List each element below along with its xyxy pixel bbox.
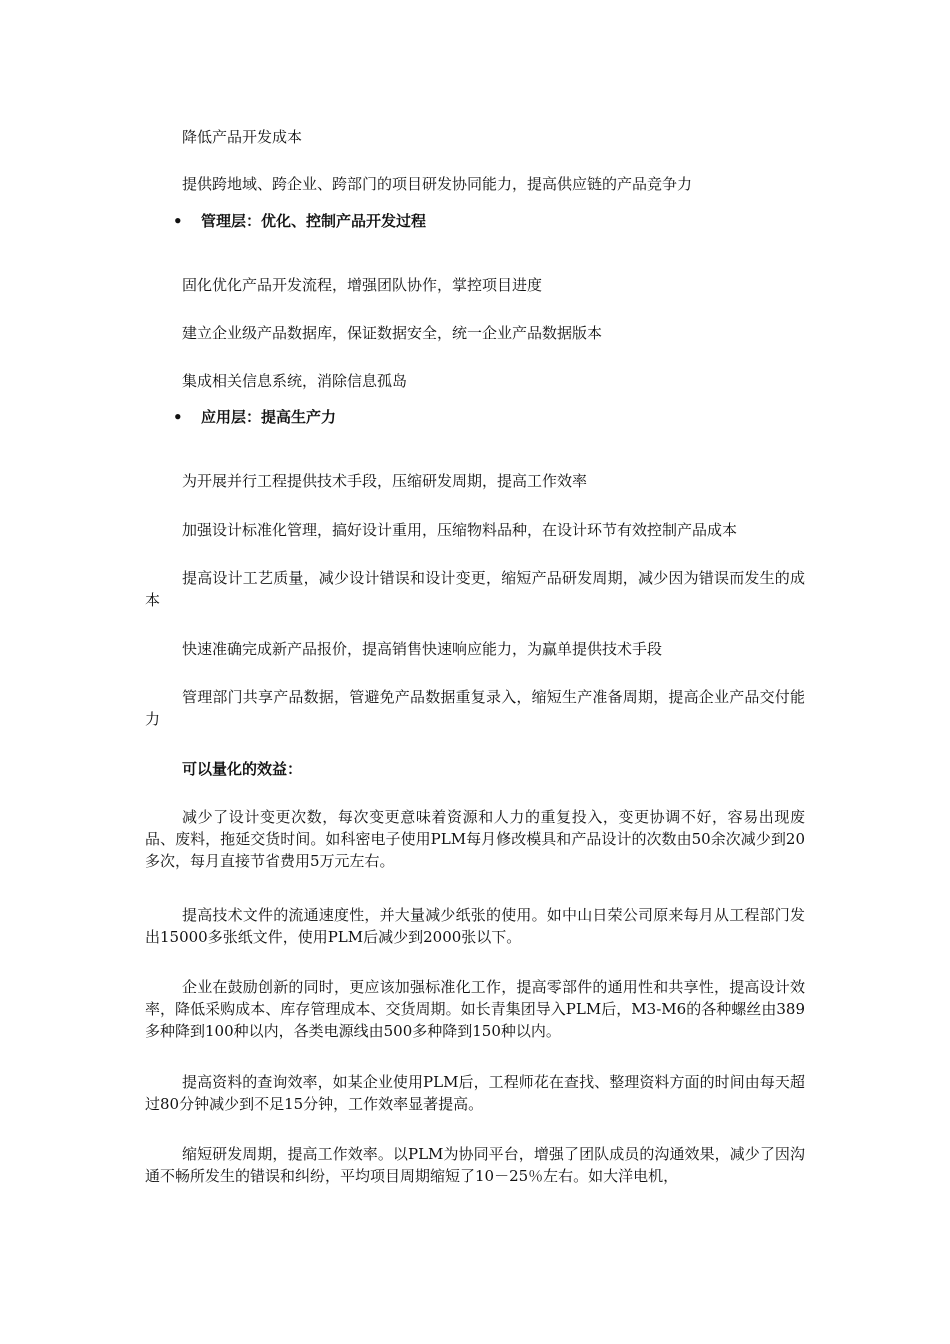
management-heading: 管理层：优化、控制产品开发过程 — [201, 212, 427, 230]
bullet-icon: • — [173, 408, 183, 426]
application-heading-row — [173, 406, 336, 428]
benefit-paragraph: 企业在鼓励创新的同时，更应该加强标准化工作，提高零部件的通用性和共享性，提高设计效率，降低采购成本、库存管理成本、交货周期。如长青集团导入PLM后，M3-M6的各种螺丝由389多种降到100种以内，各类电源线由500多种降到150种以内。 — [145, 978, 805, 1040]
management-item: 集成相关信息系统，消除信息孤岛 — [182, 372, 408, 390]
benefit-paragraph: 提高资料的查询效率，如某企业使用PLM后，工程师花在查找、整理资料方面的时间由每天超过80分钟减少到不足15分钟，工作效率显著提高。 — [145, 1073, 805, 1113]
benefit-paragraph: 提高技术文件的流通速度性，并大量减少纸张的使用。如中山日荣公司原来每月从工程部门发出15000多张纸文件，使用PLM后减少到2000张以下。 — [145, 906, 805, 946]
benefit-paragraph: 缩短研发周期，提高工作效率。以PLM为协同平台，增强了团队成员的沟通效果，减少了因沟通不畅所发生的错误和纠纷，平均项目周期缩短了10－25％左右。如大洋电机， — [145, 1145, 805, 1185]
item-reduce-cost: 降低产品开发成本 — [182, 128, 303, 146]
quantifiable-heading: 可以量化的效益： — [182, 760, 303, 778]
application-item: 为开展并行工程提供技术手段，压缩研发周期，提高工作效率 — [182, 472, 588, 490]
management-item: 建立企业级产品数据库，保证数据安全，统一企业产品数据版本 — [182, 324, 603, 342]
application-heading: 应用层：提高生产力 — [201, 408, 337, 426]
benefit-paragraph: 减少了设计变更次数，每次变更意味着资源和人力的重复投入，变更协调不好，容易出现废品、废料，拖延交货时间。如科密电子使用PLM每月修改模具和产品设计的次数由50余次减少到20多次，每月直接节省费用5万元左右。 — [145, 808, 805, 870]
application-item: 提高设计工艺质量，减少设计错误和设计变更，缩短产品研发周期，减少因为错误而发生的成本 — [145, 569, 805, 609]
application-item: 管理部门共享产品数据，管避免产品数据重复录入，缩短生产准备周期，提高企业产品交付能力 — [145, 688, 805, 728]
application-item: 加强设计标准化管理，搞好设计重用，压缩物料品种，在设计环节有效控制产品成本 — [182, 521, 738, 539]
item-collaboration: 提供跨地域、跨企业、跨部门的项目研发协同能力，提高供应链的产品竞争力 — [182, 175, 693, 193]
application-item: 快速准确完成新产品报价，提高销售快速响应能力，为赢单提供技术手段 — [182, 640, 663, 658]
management-item: 固化优化产品开发流程，增强团队协作，掌控项目进度 — [182, 276, 543, 294]
bullet-icon: • — [173, 212, 183, 230]
management-heading-row — [173, 210, 426, 232]
